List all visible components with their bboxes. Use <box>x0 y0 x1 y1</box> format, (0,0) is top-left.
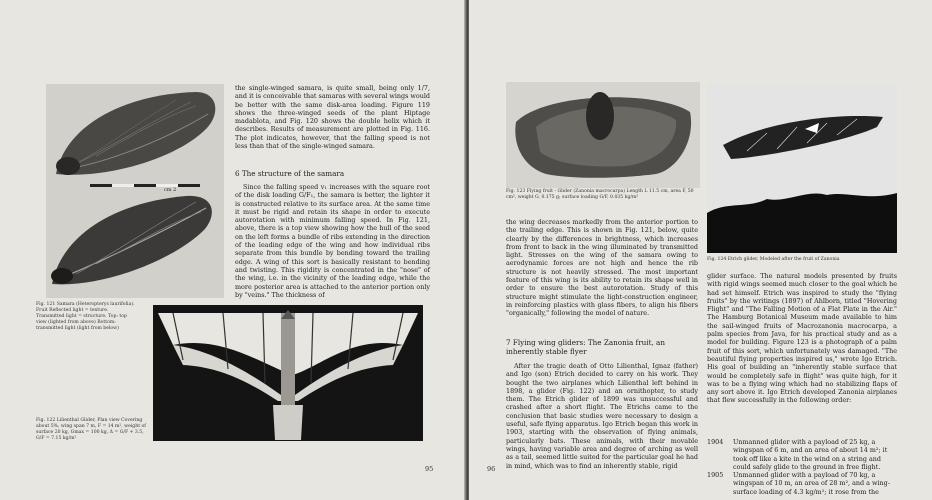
right-page <box>469 0 932 500</box>
fig122-photo <box>153 305 423 441</box>
section-7-paragraph: After the tragic death of Otto Lilienthal, Ignaz (father) and Igo (son) Etrich decided to carry on his work. They bought the two airplanes which Lilienthal left behind in 1898, a glider (Fig. 122) and an ornithopter, to study them. The Etrich glider of 1899 was unsuccessful and crashed after a short flight. The Etrichs came to the conclusion that basic studies were necessary to design a useful, safe flying apparatus. Igo Etrich began this work in 1903, starting with the observation of flying animals, particularly bats. These animals, with their movable wings, having variable area and degree of arching as well as a tail, seemed little suited for the particular goal he had in mind, which was to find an inherently stable, rigid <box>506 362 698 470</box>
list-desc: Unmanned glider with a payload of 25 kg, a wingspan of 6 m, and an area of about 14 m²; it took off like a kite in the wind on a string and could safely glide to the ground in free flight. <box>733 438 888 471</box>
right-col1-paragraph: the wing decreases markedly from the anterior portion to the trailing edge. This is shown in Fig. 121, below, quite clearly by the differences in brightness, which increases from front to back in the wing illuminated by transmitted light. Stresses on the wing of the samara owing to aerodynamic forces are not high and hence the rib structure is not heavily stressed. The most important feature of this wing is its ability to retain its shape well in order to ensure the best autorotation. Study of this structure might stimulate the light-construction engineer, in reinforcing plastics with glass fibers, to align his fibers "organically," following the model of nature. <box>506 218 698 318</box>
samara-illustration <box>46 84 224 298</box>
glider-list <box>707 438 897 496</box>
fig121-photo <box>46 84 224 298</box>
fig124-caption: Fig. 124 Etrich glider, Modeled after the fruit of Zanonia <box>707 257 840 262</box>
page-number-left: 95 <box>425 465 434 473</box>
page-number-right: 96 <box>487 465 496 473</box>
scale-label: cm 2 <box>164 187 177 193</box>
list-year: 1905 <box>707 471 724 480</box>
etrich-glider-illustration <box>707 83 897 253</box>
left-top-paragraph: the single-winged samara, is quite small, being only 1/7, and it is conceivable that samaras with several wings would be better with the same disk-area loading. Figure 119 shows the three-winged seeds of the plant Hiptage madablota, and Fig. 120 shows the double helix which it describes. Results of measurement are plotted in Fig. 116. The plot indicates, however, that the falling speed is not less than that of the single-winged samara. <box>235 84 430 151</box>
fig121-caption: Fig. 121 Samara (Heteropterys laurifolia). Fruit Reflected light = texture. Transmitted light = structure. Top: top view (lighted from above) Bottom: transmitted light (light from below) <box>36 302 135 331</box>
section-6-paragraph: Since the falling speed v₁ increases with the square root of the disk loading G/F₁, the samara is better, the lighter it is constructed relative to its surface area. At the same time it must be rigid and retain its shape in order to execute autorotation with minimum falling speed. In Fig. 121, above, there is a top view showing how the hull of the seed on the left forms a bundle of ribs extending in the direction of the leading edge of the wing and how individual ribs separate from this bundle by bending toward the trailing edge. A wing of this sort is basically resistant to bending and twisting. This rigidity is concentrated in the "nose" of the wing, i.e. in the vicinity of the leading edge, while the more posterior area is attached to the anterior portion only by "veins." The thickness of <box>235 183 430 299</box>
list-item <box>707 438 897 471</box>
fig123-photo <box>506 82 700 188</box>
fig123-caption: Fig. 123 Flying fruit - Glider (Zanonia macrocarpa) Length L 11.5 cm, area F, 50 cm², weight G, 0.175 g; surface loading G/F, 0.035 kg/m² <box>506 189 694 200</box>
fig124-photo <box>707 83 897 253</box>
fig122-caption: Fig. 122 Lilienthal Glider, Plan view Covering about 5%, wing span 7 m, F = 14 m², weight of surface 20 kg, Gmax = 100 kg, Δ = G/F + 3.5, G/F = 7.15 kg/m² <box>36 418 146 441</box>
list-year: 1904 <box>707 438 724 446</box>
zanonia-fruit-illustration <box>506 82 700 188</box>
right-col2-paragraph: glider surface. The natural models presented by fruits with rigid wings seemed much closer to the goal which he had set himself. Etrich was inspired to study the "flying fruits" by the writings (1897) of Ahlborn, titled "Hovering Flight" and "The Falling Motion of a Flat Plate in the Air." The Hamburg Botanical Museum made available to him the sail-winged fruits of Macrozanonia macrocarpa, a palm species from Java, for his practical study and as a model for building. Figure 123 is a photograph of a palm fruit of this sort, which unfortunately was damaged. "The beautiful flying properties inspired us," wrote Igo Etrich. His goal of building an "inherently stable surface that would be completely safe in flight" was quite high, for it was to be a flying wing which had no stabilizing flaps of any sort above it. Igo Etrich developed Zanonia airplanes that flew successfully in the following order: <box>707 272 897 405</box>
list-item <box>707 471 897 496</box>
section-7-heading: 7 Flying wing gliders: The Zanonia fruit, an inherently stable flyer <box>506 338 665 356</box>
section-6-heading: 6 The structure of the samara <box>235 169 345 178</box>
lilienthal-glider-illustration <box>153 305 423 441</box>
list-desc: Unmanned glider with a payload of 70 kg, a wingspan of 10 m, an area of 28 m², and a wing-surface loading of 4.3 kg/m²; it rose from the <box>733 471 890 496</box>
